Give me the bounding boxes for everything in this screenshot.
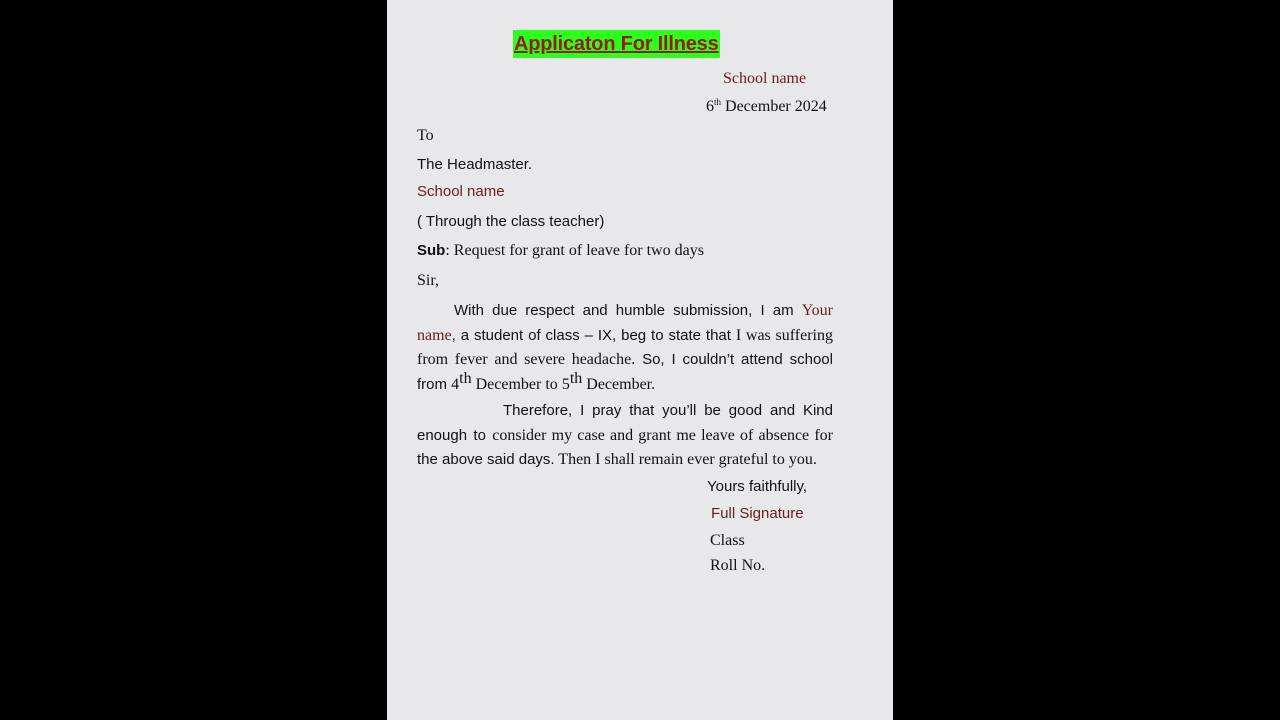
body-paragraph-1: With due respect and humble submission, I am Your name, a student of class – IX, beg to state that I was suffering from fever and severe headache. So, I couldn’t attend school from 4th December to 5th December.: [417, 302, 833, 393]
recipient-school-name: School name: [417, 183, 505, 200]
your-name-placeholder: Your name: [417, 302, 833, 344]
class-line: Class: [710, 532, 745, 549]
salutation: Sir,: [417, 272, 440, 289]
valediction: Yours faithfully,: [707, 478, 808, 495]
document-page: [387, 0, 893, 720]
date-suffix: th: [714, 97, 722, 107]
subject-label: Sub: [417, 242, 446, 259]
recipient-designation: The Headmaster.: [417, 156, 533, 173]
header-date: [706, 98, 827, 116]
to-label: To: [417, 127, 434, 144]
signature-placeholder: Full Signature: [711, 505, 804, 522]
header-school-name: School name: [723, 70, 807, 87]
subject-text: : Request for grant of leave for two days: [445, 242, 704, 259]
document-title: Applicaton For Illness: [513, 30, 720, 58]
date-day: 6: [706, 98, 714, 115]
body-paragraph-2: Therefore, I pray that you’ll be good and Kind enough to consider my case and grant me leave of absence for the above said days. Then I shall remain ever grateful to you.: [417, 402, 833, 468]
subject-line: [417, 242, 704, 260]
date-rest: December 2024: [721, 98, 827, 115]
roll-number-line: Roll No.: [710, 557, 766, 574]
through-line: ( Through the class teacher): [417, 213, 605, 230]
